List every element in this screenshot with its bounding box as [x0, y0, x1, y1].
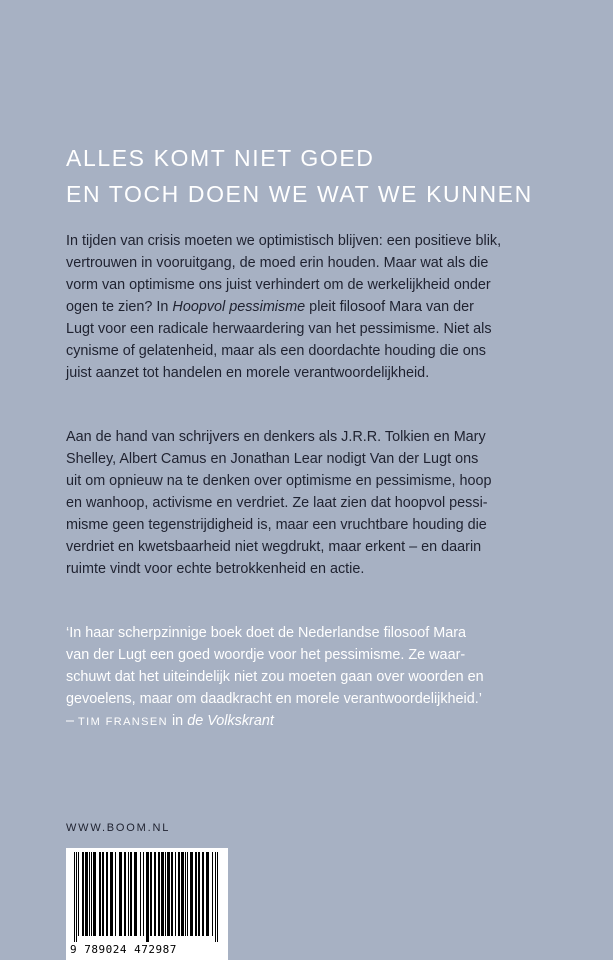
paragraph-intro [66, 230, 556, 384]
headline-line-1: ALLES KOMT NIET GOED [66, 145, 375, 171]
paragraph-line: Lugt voor een radicale herwaardering van het pessimisme. Niet als [66, 321, 492, 337]
quote-line: van der Lugt een goed woordje voor het pessimisme. Ze waar- [66, 647, 466, 663]
barcode-bar [187, 852, 188, 936]
barcode-bar [175, 852, 176, 936]
paragraph-line: misme geen tegenstrijdigheid is, maar een vruchtbare houding die [66, 517, 487, 533]
barcode-bar [78, 852, 79, 936]
barcode-bar [76, 852, 77, 942]
paragraph-line: en wanhoop, activisme en verdriet. Ze laat zien dat hoopvol pessi- [66, 495, 488, 511]
quote-line: ‘In haar scherpzinnige boek doet de Nederlandse filosoof Mara [66, 625, 466, 641]
barcode-bar [93, 852, 96, 936]
barcode-bar [198, 852, 200, 936]
paragraph-line: In tijden van crisis moeten we optimistisch blijven: een positieve blik, [66, 233, 502, 249]
barcode-bar [128, 852, 129, 936]
barcode-bar [167, 852, 170, 936]
barcode-bar [146, 852, 149, 942]
barcode-bar [74, 852, 75, 942]
publisher-website: WWW.BOOM.NL [66, 822, 171, 834]
barcode-bar [99, 852, 101, 936]
paragraph-line: uit om opnieuw na te denken over optimisme en pessimisme, hoop [66, 473, 492, 489]
barcode-bar [82, 852, 84, 936]
barcode-bar [85, 852, 88, 936]
paragraph-line: vertrouwen in vooruitgang, de moed erin houden. Maar wat als die [66, 255, 489, 271]
quote-line: schuwt dat het uiteindelijk niet zou moeten gaan over woorden en [66, 669, 484, 685]
barcode-bar [91, 852, 92, 936]
barcode-bar [110, 852, 113, 936]
barcode-bars [72, 852, 222, 942]
barcode-bar [89, 852, 90, 936]
barcode-bar [130, 852, 132, 936]
barcode-bar [217, 852, 218, 942]
barcode [66, 848, 228, 960]
isbn-number: 9 789024 472987 [70, 943, 177, 956]
barcode-bar [212, 852, 213, 936]
barcode-bar [161, 852, 164, 936]
paragraph-line: verdriet en kwetsbaarheid niet wegdrukt, maar erkent – en daarin [66, 539, 482, 555]
quote-source: de Volkskrant [187, 713, 274, 729]
barcode-bar [150, 852, 152, 936]
barcode-bar [202, 852, 204, 936]
barcode-bar [206, 852, 209, 936]
barcode-bar [215, 852, 216, 942]
paragraph-authors [66, 426, 556, 580]
barcode-bar [140, 852, 141, 936]
book-title: Hoopvol pessimisme [172, 299, 306, 315]
barcode-bar [158, 852, 160, 936]
paragraph-text: ogen te zien? In [66, 299, 173, 315]
paragraph-line: cynisme of gelatenheid, maar als een doordachte houding die ons [66, 343, 487, 359]
paragraph-line: juist aanzet tot handelen en morele verantwoordelijkheid. [66, 365, 430, 381]
headline [66, 140, 533, 212]
barcode-bar [134, 852, 137, 936]
barcode-bar [171, 852, 173, 936]
quote-author: TIM FRANSEN [78, 716, 168, 728]
barcode-bar [165, 852, 166, 936]
barcode-bar [181, 852, 184, 936]
barcode-bar [102, 852, 104, 936]
paragraph-line: Shelley, Albert Camus en Jonathan Lear nodigt Van der Lugt ons [66, 451, 479, 467]
barcode-bar [115, 852, 116, 936]
attribution-dash: – [66, 713, 79, 729]
barcode-bar [195, 852, 197, 936]
barcode-bar [154, 852, 156, 936]
quote-line: gevoelens, maar om daadkracht en morele verantwoordelijkheid.’ [66, 691, 482, 707]
paragraph-line [66, 296, 556, 318]
quote-attribution [66, 710, 556, 733]
barcode-bar [143, 852, 144, 936]
attribution-in: in [167, 713, 188, 729]
barcode-bar [106, 852, 108, 936]
paragraph-line: Aan de hand van schrijvers en denkers als J.R.R. Tolkien en Mary [66, 429, 486, 445]
paragraph-line: vorm van optimisme ons juist verhindert om de werkelijkheid onder [66, 277, 491, 293]
barcode-bar [178, 852, 180, 936]
barcode-bar [124, 852, 126, 936]
barcode-bar [190, 852, 193, 936]
barcode-bar [119, 852, 122, 936]
barcode-bar [185, 852, 186, 936]
paragraph-text: pleit filosoof Mara van der [305, 299, 474, 315]
headline-line-2: EN TOCH DOEN WE WAT WE KUNNEN [66, 181, 533, 207]
review-quote [66, 622, 556, 733]
paragraph-line: ruimte vindt voor echte betrokkenheid en actie. [66, 561, 365, 577]
